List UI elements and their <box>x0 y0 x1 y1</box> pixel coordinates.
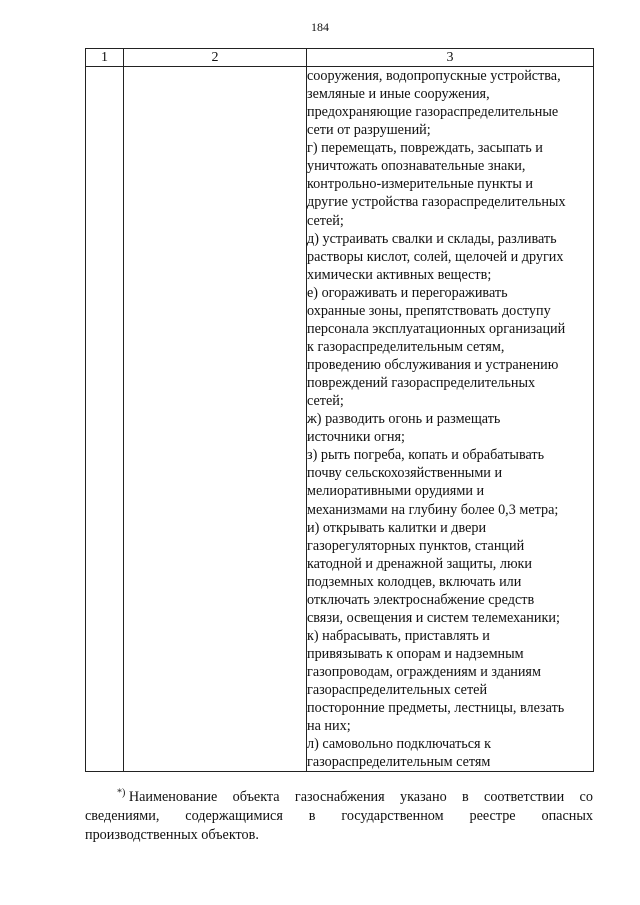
text-line: подземных колодцев, включать или <box>307 573 522 590</box>
text-line: контрольно-измерительные пункты и <box>307 176 534 193</box>
table-header-row <box>86 49 594 67</box>
text-line: мелиоративными орудиями и <box>307 483 485 500</box>
text-line: связи, освещения и систем телемеханики; <box>307 609 560 626</box>
text-line: проведению обслуживания и устранению <box>307 357 559 373</box>
column-1-cell <box>86 67 124 772</box>
footnote-first-word <box>117 788 217 807</box>
text-line: сетей; <box>307 212 344 229</box>
text-line: охранные зоны, препятствовать доступу <box>307 302 551 319</box>
footnote-line-1 <box>85 788 593 807</box>
text-line: к) набрасывать, приставлять и <box>307 627 490 644</box>
text-line: к газораспределительным сетям, <box>307 338 505 355</box>
text-line: другие устройства газораспределительных <box>307 194 566 211</box>
text-line: д) устраивать свалки и склады, разливать <box>307 230 557 247</box>
text-line: газорегуляторных пунктов, станций <box>307 537 525 554</box>
text-line: привязывать к опорам и надземным <box>307 646 524 662</box>
text-line: растворы кислот, солей, щелочей и других <box>307 248 564 265</box>
text-line: ж) разводить огонь и размещать <box>307 411 501 428</box>
text-line: газораспределительных сетей <box>307 682 488 699</box>
footnote-line-3: производственных объектов. <box>85 827 259 843</box>
text-line: персонала эксплуатационных организаций <box>307 320 566 337</box>
restrictions-text <box>307 67 593 771</box>
text-line: сетей; <box>307 393 344 410</box>
document-table <box>85 48 594 772</box>
footnote-word: газоснабжения <box>294 789 385 805</box>
text-line: г) перемещать, повреждать, засыпать и <box>307 140 543 157</box>
text-line: сети от разрушений; <box>307 122 431 139</box>
footnote-word: соответствии <box>484 789 565 805</box>
text-line: уничтожать опознавательные знаки, <box>307 158 526 175</box>
footnote-word: содержащимися <box>185 808 283 824</box>
column-2-cell <box>124 67 307 772</box>
text-line: источники огня; <box>307 429 405 446</box>
text-line: на них; <box>307 718 351 735</box>
column-3-cell <box>307 67 594 772</box>
footnote-word: реестре <box>469 808 516 824</box>
text-line: отключать электроснабжение средств <box>307 591 535 608</box>
table-row <box>86 67 594 772</box>
text-line: сооружения, водопропускные устройства, <box>307 68 561 84</box>
footnote-word: сведениями, <box>85 808 160 824</box>
text-line: повреждений газораспределительных <box>307 375 536 392</box>
text-line: химически активных веществ; <box>307 266 492 283</box>
text-line: е) огораживать и перегораживать <box>307 284 508 301</box>
page-number: 184 <box>311 20 329 34</box>
footnote-word: в <box>462 789 469 805</box>
footnote-marker: *) <box>117 787 126 799</box>
text-line: и) открывать калитки и двери <box>307 519 487 536</box>
text-line: предохраняющие газораспределительные <box>307 104 559 121</box>
text-line: газопроводам, ограждениям и зданиям <box>307 664 541 681</box>
footnote-word: государственном <box>341 808 444 824</box>
text-line: почву сельскохозяйственными и <box>307 465 503 482</box>
text-line: л) самовольно подключаться к <box>307 736 492 753</box>
footnote-word: со <box>579 789 593 805</box>
column-header-1: 1 <box>86 49 124 67</box>
footnote-word: в <box>308 808 316 824</box>
footnote-line-2 <box>85 807 593 826</box>
text-line: газораспределительным сетям <box>307 754 491 771</box>
text-line: посторонние предметы, лестницы, влезать <box>307 700 565 717</box>
footnote <box>85 788 593 845</box>
footnote-word: опасных <box>541 808 593 824</box>
column-header-2: 2 <box>124 49 307 67</box>
footnote-word: Наименование <box>125 789 218 805</box>
footnote-word: указано <box>400 789 447 805</box>
footnote-word: объекта <box>232 789 280 805</box>
column-header-3: 3 <box>307 49 594 67</box>
text-line: земляные и иные сооружения, <box>307 86 490 103</box>
text-line: катодной и дренажной защиты, люки <box>307 555 533 572</box>
text-line: з) рыть погреба, копать и обрабатывать <box>307 447 545 464</box>
text-line: механизмами на глубину более 0,3 метра; <box>307 501 559 518</box>
